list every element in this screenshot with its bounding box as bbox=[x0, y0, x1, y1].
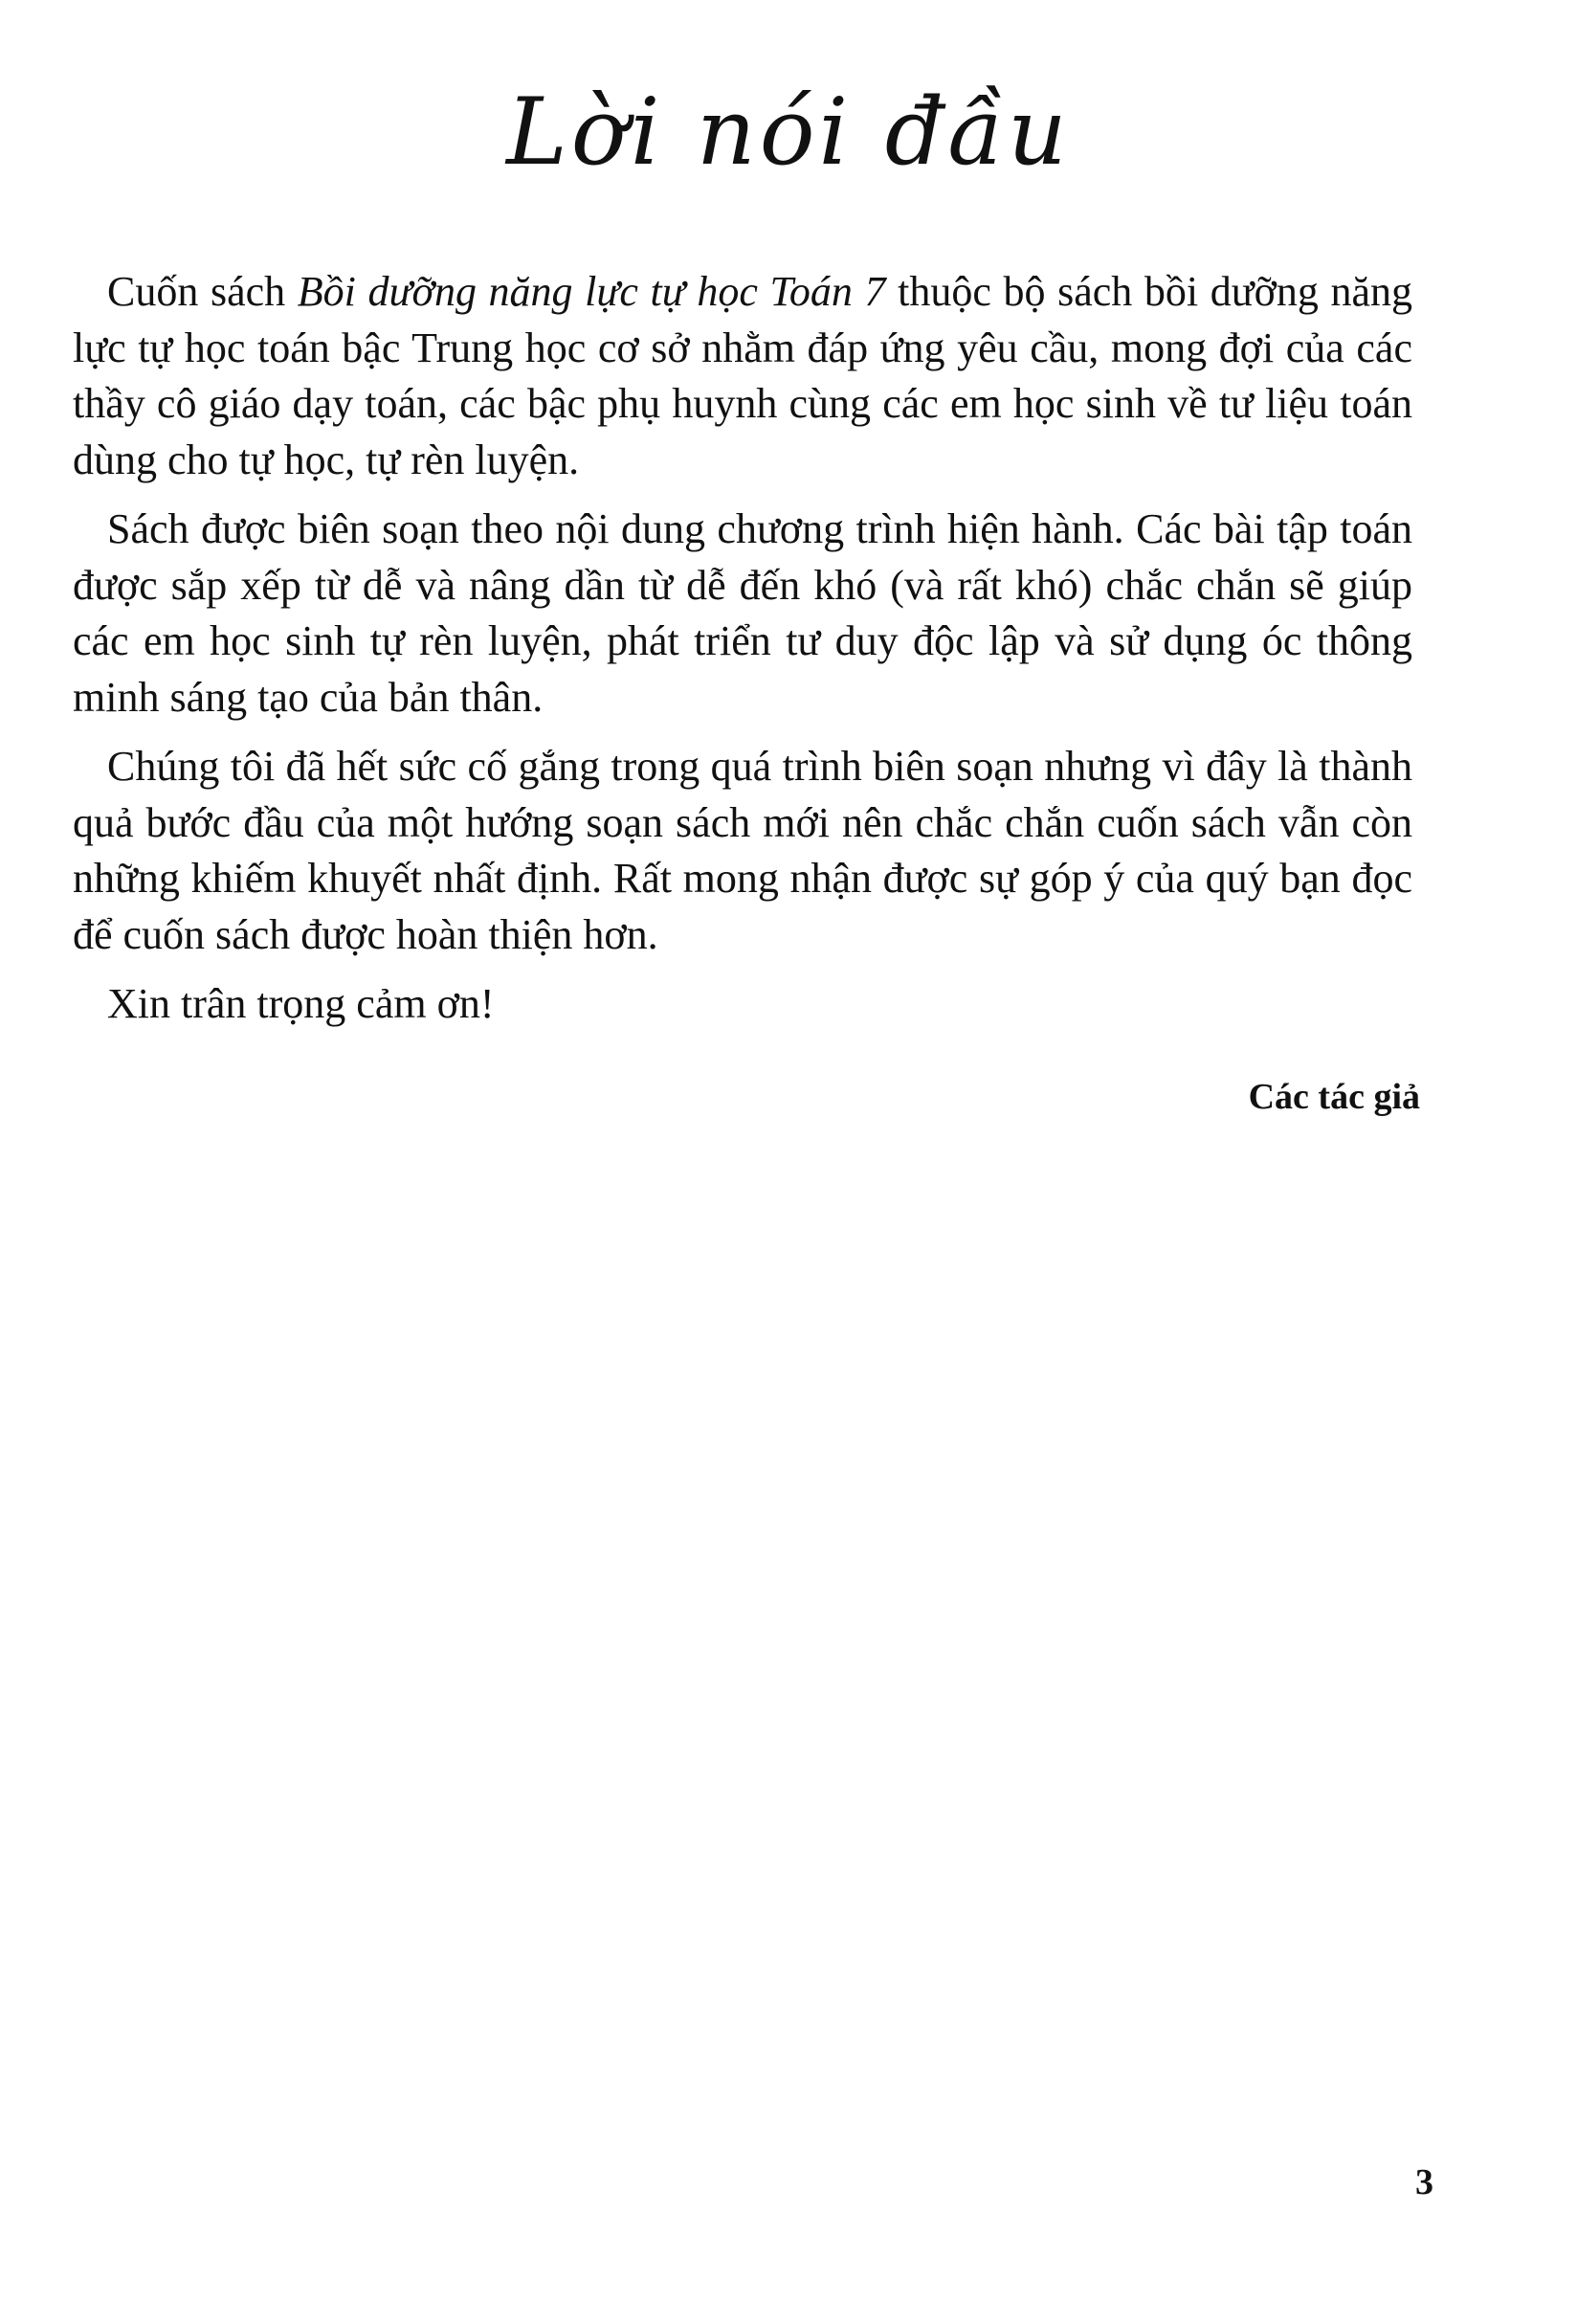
paragraph-content: Sách được biên soạn theo nội dung chương trình hiện hành. Các bài tập toán được sắp xếp từ dễ và nâng dần từ dễ đến khó (và rất khó) chắc chắn sẽ giúp các em học sinh tự rèn luyện, phát triển tư duy độc lập và sử dụng óc thông minh sáng tạo của bản thân. bbox=[73, 505, 1412, 721]
signature: Các tác giả bbox=[1248, 1077, 1420, 1117]
paragraph-acknowledgement: Chúng tôi đã hết sức cố gắng trong quá trình biên soạn nhưng vì đây là thành quả bước đầu của một hướng soạn sách mới nên chắc chắn cuốn sách vẫn còn những khiếm khuyết nhất định. Rất mong nhận được sự góp ý của quý bạn đọc để cuốn sách được hoàn thiện hơn. bbox=[73, 743, 1412, 958]
paragraph-intro-lead: Cuốn sách bbox=[107, 268, 298, 315]
paragraph-intro bbox=[73, 264, 1412, 488]
closing-line: Xin trân trọng cảm ơn! bbox=[107, 980, 495, 1027]
paragraph-intro-rest: thuộc bộ sách bồi dưỡng năng lực tự học toán bậc Trung học cơ sở nhằm đáp ứng yêu cầu, mong đợi của các thầy cô giáo dạy toán, các bậc phụ huynh cùng các em học sinh về tư liệu toán dùng cho tự học, tự rèn luyện. bbox=[73, 268, 1412, 483]
page-number: 3 bbox=[1415, 2162, 1433, 2202]
document-body bbox=[73, 264, 1412, 1033]
book-title: Bồi dưỡng năng lực tự học Toán 7 bbox=[297, 268, 886, 315]
page-title: Lời nói đầu bbox=[506, 78, 1071, 186]
